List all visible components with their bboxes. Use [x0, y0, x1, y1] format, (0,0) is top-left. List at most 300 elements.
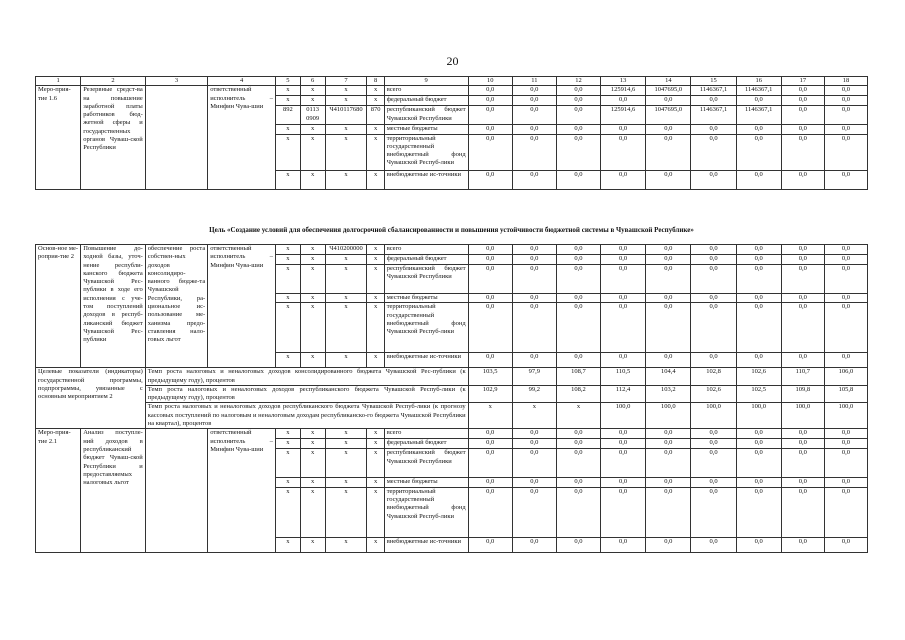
value-cell: 0,0 [601, 478, 646, 487]
page-number: 20 [446, 54, 459, 68]
indicator-value-cell: 100,0 [781, 403, 824, 429]
code-expense-type-cell: x [367, 170, 384, 189]
value-cell: 0,0 [691, 134, 736, 170]
value-cell: 0,0 [601, 265, 646, 294]
funding-source-cell: территориальный государственный внебюджетный фонд Чувашской Респуб-лики [384, 134, 468, 170]
value-cell: 0,0 [646, 170, 691, 189]
value-cell: 0,0 [736, 245, 781, 255]
funding-source-cell: всего [384, 245, 468, 255]
value-cell: 0,0 [781, 294, 824, 303]
code-target-cell: x [325, 86, 367, 96]
value-cell: 0,0 [512, 265, 556, 294]
code-section-cell: x [300, 96, 325, 106]
indicator-value-cell: 100,0 [736, 403, 781, 429]
code-section-cell: x [300, 439, 325, 449]
code-section-cell: x [300, 537, 325, 552]
column-number-cell: 12 [556, 77, 600, 86]
code-expense-type-cell: x [367, 96, 384, 106]
code-grbs-cell: x [276, 303, 301, 353]
code-section-cell: x [300, 170, 325, 189]
value-cell: 0,0 [781, 170, 824, 189]
value-cell: 0,0 [824, 439, 867, 449]
funding-source-cell: территориальный государственный внебюджетный фонд Чувашской Респуб-лики [384, 487, 468, 537]
indicator-value-cell: x [556, 403, 600, 429]
value-cell: 0,0 [691, 96, 736, 106]
value-cell: 1146367,1 [736, 86, 781, 96]
value-cell: 0,0 [601, 303, 646, 353]
value-cell: 0,0 [512, 478, 556, 487]
header-row [36, 77, 868, 86]
code-section-cell: x [300, 429, 325, 439]
value-cell: 0,0 [736, 265, 781, 294]
value-cell: 0,0 [781, 134, 824, 170]
code-expense-type-cell: x [367, 353, 384, 368]
value-cell: 0,0 [512, 449, 556, 478]
measure-id-cell: Меро-прия-тие 2.1 [36, 429, 81, 552]
value-cell: 0,0 [691, 294, 736, 303]
code-expense-type-cell: x [367, 245, 384, 255]
indicator-value-cell: 100,0 [601, 403, 646, 429]
value-cell: 0,0 [601, 170, 646, 189]
code-target-cell: Ч410200000 [325, 245, 367, 255]
code-grbs-cell: x [276, 439, 301, 449]
funding-source-cell: всего [384, 86, 468, 96]
value-cell: 0,0 [646, 96, 691, 106]
value-cell: 0,0 [781, 439, 824, 449]
table-row [36, 86, 868, 96]
value-cell: 1047695,0 [646, 86, 691, 96]
value-cell: 0,0 [646, 125, 691, 134]
code-target-cell: x [325, 537, 367, 552]
value-cell: 0,0 [691, 487, 736, 537]
executor-cell: ответственный исполнитель – Минфин Чува-шии [208, 245, 276, 368]
value-cell: 0,0 [556, 449, 600, 478]
value-cell: 0,0 [468, 245, 512, 255]
indicator-value-cell: 109,8 [781, 385, 824, 403]
code-grbs-cell: x [276, 255, 301, 265]
value-cell: 0,0 [556, 478, 600, 487]
code-expense-type-cell: x [367, 255, 384, 265]
column-number-cell: 13 [601, 77, 646, 86]
value-cell: 0,0 [556, 487, 600, 537]
value-cell: 0,0 [556, 303, 600, 353]
indicator-row [36, 403, 868, 429]
value-cell: 0,0 [601, 134, 646, 170]
value-cell: 0,0 [824, 449, 867, 478]
value-cell: 0,0 [468, 96, 512, 106]
code-section-cell: x [300, 245, 325, 255]
value-cell: 0,0 [646, 255, 691, 265]
column-number-cell: 1 [36, 77, 81, 86]
indicator-value-cell: 110,5 [601, 368, 646, 386]
code-grbs-cell: x [276, 125, 301, 134]
code-target-cell: x [325, 429, 367, 439]
code-expense-type-cell: x [367, 429, 384, 439]
value-cell: 0,0 [646, 449, 691, 478]
value-cell: 0,0 [781, 265, 824, 294]
code-expense-type-cell: x [367, 265, 384, 294]
value-cell: 0,0 [736, 294, 781, 303]
value-cell: 0,0 [736, 255, 781, 265]
value-cell: 0,0 [781, 429, 824, 439]
value-cell: 0,0 [646, 265, 691, 294]
value-cell: 0,0 [512, 134, 556, 170]
value-cell: 0,0 [468, 106, 512, 125]
column-number-cell: 18 [824, 77, 867, 86]
code-expense-type-cell: x [367, 478, 384, 487]
value-cell: 0,0 [556, 170, 600, 189]
indicator-name-cell: Темп роста налоговых и неналоговых доходов республиканского бюджета Чувашской Респуб-лики (к предыдущему году), процентов [145, 385, 468, 403]
value-cell: 0,0 [556, 134, 600, 170]
code-target-cell: x [325, 487, 367, 537]
code-grbs-cell: x [276, 245, 301, 255]
code-grbs-cell: 892 [276, 106, 301, 125]
value-cell: 0,0 [646, 294, 691, 303]
indicator-value-cell: 99,2 [512, 385, 556, 403]
measure-goal-cell [145, 429, 207, 552]
code-grbs-cell: x [276, 170, 301, 189]
value-cell: 0,0 [601, 449, 646, 478]
indicator-name-cell: Темп роста налоговых и неналоговых доходов консолидированного бюджета Чувашской Рес-публики (к предыдущему году), процентов [145, 368, 468, 386]
value-cell: 0,0 [824, 255, 867, 265]
code-section-cell: x [300, 478, 325, 487]
funding-source-cell: местные бюджеты [384, 478, 468, 487]
code-section-cell: x [300, 294, 325, 303]
value-cell: 0,0 [556, 353, 600, 368]
code-grbs-cell: x [276, 429, 301, 439]
value-cell: 0,0 [601, 439, 646, 449]
value-cell: 0,0 [556, 537, 600, 552]
code-target-cell: x [325, 134, 367, 170]
indicator-value-cell: 110,7 [781, 368, 824, 386]
indicator-row [36, 368, 868, 386]
value-cell: 0,0 [824, 245, 867, 255]
value-cell: 0,0 [468, 429, 512, 439]
value-cell: 0,0 [468, 255, 512, 265]
indicator-value-cell: 102,6 [691, 385, 736, 403]
code-target-cell: x [325, 439, 367, 449]
value-cell: 0,0 [601, 537, 646, 552]
column-number-cell: 11 [512, 77, 556, 86]
value-cell: 0,0 [736, 353, 781, 368]
indicator-value-cell: 102,6 [736, 368, 781, 386]
value-cell: 0,0 [691, 265, 736, 294]
measure-goal-cell: обеспечение роста собствен-ных доходов консолидиро-ванного бюдже-та Чувашской Республики, ра-циональное ис-пользование ме-ханизма предо-ставления нало-говых льгот [145, 245, 207, 368]
funding-source-cell: республиканский бюджет Чувашской Республики [384, 106, 468, 125]
value-cell: 0,0 [468, 439, 512, 449]
code-target-cell: x [325, 478, 367, 487]
indicator-value-cell: 100,0 [646, 403, 691, 429]
value-cell: 0,0 [646, 429, 691, 439]
column-number-cell: 10 [468, 77, 512, 86]
code-target-cell: Ч410117680 [325, 106, 367, 125]
funding-source-cell: внебюджетные ис-точники [384, 170, 468, 189]
value-cell: 0,0 [781, 255, 824, 265]
value-cell: 0,0 [691, 303, 736, 353]
value-cell: 0,0 [824, 125, 867, 134]
value-cell: 0,0 [601, 353, 646, 368]
value-cell: 0,0 [736, 303, 781, 353]
value-cell: 0,0 [512, 255, 556, 265]
value-cell: 0,0 [556, 96, 600, 106]
indicator-value-cell: 106,0 [824, 368, 867, 386]
value-cell: 0,0 [556, 294, 600, 303]
funding-source-cell: местные бюджеты [384, 125, 468, 134]
value-cell: 0,0 [556, 125, 600, 134]
value-cell: 0,0 [556, 439, 600, 449]
value-cell: 0,0 [601, 245, 646, 255]
funding-source-cell: федеральный бюджет [384, 255, 468, 265]
value-cell: 0,0 [601, 96, 646, 106]
value-cell: 0,0 [781, 106, 824, 125]
value-cell: 0,0 [736, 478, 781, 487]
indicator-value-cell: 112,4 [601, 385, 646, 403]
value-cell: 0,0 [736, 429, 781, 439]
value-cell: 0,0 [646, 537, 691, 552]
code-grbs-cell: x [276, 96, 301, 106]
code-section-cell: x [300, 134, 325, 170]
value-cell: 0,0 [824, 487, 867, 537]
code-section-cell: x [300, 86, 325, 96]
table-row [36, 429, 868, 439]
measure-id-cell: Основ-ное ме-роприя-тие 2 [36, 245, 81, 368]
funding-source-cell: республиканский бюджет Чувашской Республики [384, 449, 468, 478]
value-cell: 0,0 [601, 429, 646, 439]
value-cell: 0,0 [781, 449, 824, 478]
value-cell: 0,0 [781, 245, 824, 255]
value-cell: 0,0 [468, 294, 512, 303]
value-cell: 0,0 [824, 106, 867, 125]
value-cell: 0,0 [691, 125, 736, 134]
code-section-cell: 0113 0909 [300, 106, 325, 125]
code-expense-type-cell: x [367, 125, 384, 134]
value-cell: 0,0 [512, 125, 556, 134]
value-cell: 0,0 [781, 487, 824, 537]
value-cell: 0,0 [646, 487, 691, 537]
value-cell: 0,0 [736, 449, 781, 478]
measure-name-cell: Анализ поступле-ний доходов в республиканский бюджет Чуваш-ской Республики и предоставляемых налоговых льгот [81, 429, 146, 552]
program-table-part-2 [35, 244, 868, 553]
value-cell: 0,0 [824, 86, 867, 96]
code-section-cell: x [300, 487, 325, 537]
code-grbs-cell: x [276, 353, 301, 368]
value-cell: 0,0 [468, 487, 512, 537]
code-section-cell: x [300, 303, 325, 353]
value-cell: 0,0 [468, 134, 512, 170]
column-number-cell: 4 [208, 77, 276, 86]
program-table-part-1 [35, 76, 868, 190]
indicator-value-cell: 102,8 [691, 368, 736, 386]
indicator-row [36, 385, 868, 403]
value-cell: 0,0 [468, 449, 512, 478]
value-cell: 0,0 [824, 353, 867, 368]
code-target-cell: x [325, 265, 367, 294]
value-cell: 0,0 [736, 487, 781, 537]
value-cell: 0,0 [691, 449, 736, 478]
column-number-cell: 5 [276, 77, 301, 86]
value-cell: 0,0 [781, 125, 824, 134]
funding-source-cell: внебюджетные ис-точники [384, 353, 468, 368]
indicator-name-cell: Темп роста налоговых и неналоговых доходов республиканского бюджета Чувашской Респуб-лики (к прогнозу кассовых поступлений по налоговым и неналоговым доходам республиканско-го бюджета Чувашской Республики на квартал), процентов [145, 403, 468, 429]
indicator-value-cell: 103,2 [646, 385, 691, 403]
measure-id-cell: Меро-прия-тие 1.6 [36, 86, 81, 189]
value-cell: 0,0 [512, 86, 556, 96]
value-cell: 0,0 [781, 537, 824, 552]
code-section-cell: x [300, 265, 325, 294]
value-cell: 0,0 [512, 439, 556, 449]
indicator-value-cell: 108,2 [556, 385, 600, 403]
indicator-value-cell: 103,5 [468, 368, 512, 386]
column-number-cell: 6 [300, 77, 325, 86]
value-cell: 0,0 [691, 439, 736, 449]
value-cell: 0,0 [601, 125, 646, 134]
indicator-value-cell: 100,0 [691, 403, 736, 429]
value-cell: 0,0 [824, 265, 867, 294]
value-cell: 0,0 [691, 353, 736, 368]
code-target-cell: x [325, 294, 367, 303]
value-cell: 0,0 [736, 125, 781, 134]
value-cell: 0,0 [646, 478, 691, 487]
column-number-cell: 2 [81, 77, 146, 86]
code-grbs-cell: x [276, 86, 301, 96]
indicator-value-cell: 102,9 [468, 385, 512, 403]
code-grbs-cell: x [276, 134, 301, 170]
value-cell: 0,0 [512, 170, 556, 189]
value-cell: 0,0 [691, 245, 736, 255]
code-grbs-cell: x [276, 537, 301, 552]
value-cell: 0,0 [646, 353, 691, 368]
funding-source-cell: территориальный государственный внебюджетный фонд Чувашской Респуб-лики [384, 303, 468, 353]
funding-source-cell: местные бюджеты [384, 294, 468, 303]
value-cell: 0,0 [691, 255, 736, 265]
value-cell: 125914,6 [601, 106, 646, 125]
table-row [36, 245, 868, 255]
value-cell: 0,0 [691, 170, 736, 189]
column-number-cell: 9 [384, 77, 468, 86]
code-target-cell: x [325, 303, 367, 353]
value-cell: 0,0 [512, 303, 556, 353]
code-target-cell: x [325, 125, 367, 134]
value-cell: 0,0 [556, 106, 600, 125]
value-cell: 0,0 [824, 96, 867, 106]
value-cell: 0,0 [691, 478, 736, 487]
code-target-cell: x [325, 449, 367, 478]
value-cell: 0,0 [736, 439, 781, 449]
code-grbs-cell: x [276, 487, 301, 537]
code-target-cell: x [325, 353, 367, 368]
code-expense-type-cell: x [367, 134, 384, 170]
value-cell: 0,0 [824, 170, 867, 189]
code-expense-type-cell: x [367, 537, 384, 552]
value-cell: 0,0 [556, 255, 600, 265]
code-expense-type-cell: x [367, 449, 384, 478]
value-cell: 0,0 [468, 265, 512, 294]
value-cell: 0,0 [781, 96, 824, 106]
value-cell: 0,0 [556, 86, 600, 96]
value-cell: 0,0 [824, 537, 867, 552]
value-cell: 0,0 [824, 303, 867, 353]
indicator-value-cell: 105,8 [824, 385, 867, 403]
code-expense-type-cell: x [367, 303, 384, 353]
funding-source-cell: республиканский бюджет Чувашской Республики [384, 265, 468, 294]
code-grbs-cell: x [276, 265, 301, 294]
value-cell: 0,0 [736, 170, 781, 189]
code-grbs-cell: x [276, 449, 301, 478]
code-section-cell: x [300, 353, 325, 368]
code-section-cell: x [300, 125, 325, 134]
value-cell: 0,0 [512, 96, 556, 106]
value-cell: 0,0 [736, 96, 781, 106]
value-cell: 0,0 [646, 134, 691, 170]
column-number-cell: 14 [646, 77, 691, 86]
value-cell: 0,0 [781, 478, 824, 487]
value-cell: 0,0 [691, 537, 736, 552]
indicator-value-cell: 102,5 [736, 385, 781, 403]
code-expense-type-cell: x [367, 487, 384, 537]
value-cell: 0,0 [824, 134, 867, 170]
code-grbs-cell: x [276, 478, 301, 487]
value-cell: 0,0 [601, 487, 646, 537]
value-cell: 0,0 [824, 429, 867, 439]
value-cell: 0,0 [556, 429, 600, 439]
value-cell: 0,0 [468, 170, 512, 189]
value-cell: 0,0 [824, 478, 867, 487]
column-number-cell: 7 [325, 77, 367, 86]
value-cell: 0,0 [512, 294, 556, 303]
value-cell: 0,0 [512, 245, 556, 255]
code-expense-type-cell: x [367, 294, 384, 303]
value-cell: 0,0 [824, 294, 867, 303]
measure-goal-cell [145, 86, 207, 189]
code-target-cell: x [325, 255, 367, 265]
value-cell: 0,0 [691, 429, 736, 439]
funding-source-cell: внебюджетные ис-точники [384, 537, 468, 552]
value-cell: 0,0 [646, 245, 691, 255]
indicator-value-cell: 97,9 [512, 368, 556, 386]
funding-source-cell: всего [384, 429, 468, 439]
value-cell: 0,0 [468, 86, 512, 96]
value-cell: 1146367,1 [691, 106, 736, 125]
column-number-cell: 8 [367, 77, 384, 86]
value-cell: 0,0 [601, 255, 646, 265]
executor-cell: ответственный исполнитель – Минфин Чува-шии [208, 86, 276, 189]
value-cell: 0,0 [468, 125, 512, 134]
indicator-value-cell: x [468, 403, 512, 429]
funding-source-cell: федеральный бюджет [384, 439, 468, 449]
code-target-cell: x [325, 96, 367, 106]
column-number-cell: 15 [691, 77, 736, 86]
value-cell: 0,0 [512, 353, 556, 368]
column-number-cell: 3 [145, 77, 207, 86]
value-cell: 0,0 [512, 487, 556, 537]
value-cell: 0,0 [781, 353, 824, 368]
value-cell: 0,0 [512, 106, 556, 125]
value-cell: 0,0 [781, 86, 824, 96]
indicator-value-cell: 100,0 [824, 403, 867, 429]
goal-heading: Цель «Создание условий для обеспечения долгосрочной сбалансированности и повышения устойчивости бюджетной системы в Чувашской Республике» [209, 226, 694, 234]
value-cell: 0,0 [468, 478, 512, 487]
value-cell: 0,0 [601, 294, 646, 303]
value-cell: 1047695,0 [646, 106, 691, 125]
value-cell: 0,0 [736, 134, 781, 170]
value-cell: 0,0 [556, 265, 600, 294]
code-grbs-cell: x [276, 294, 301, 303]
executor-cell: ответственный исполнитель – Минфин Чува-шии [208, 429, 276, 552]
code-target-cell: x [325, 170, 367, 189]
indicators-label-cell: Целевые показатели (индикаторы) государственной программы, подпрограммы, увязанные с основным мероприятием 2 [36, 368, 146, 429]
value-cell: 1146367,1 [736, 106, 781, 125]
code-section-cell: x [300, 255, 325, 265]
